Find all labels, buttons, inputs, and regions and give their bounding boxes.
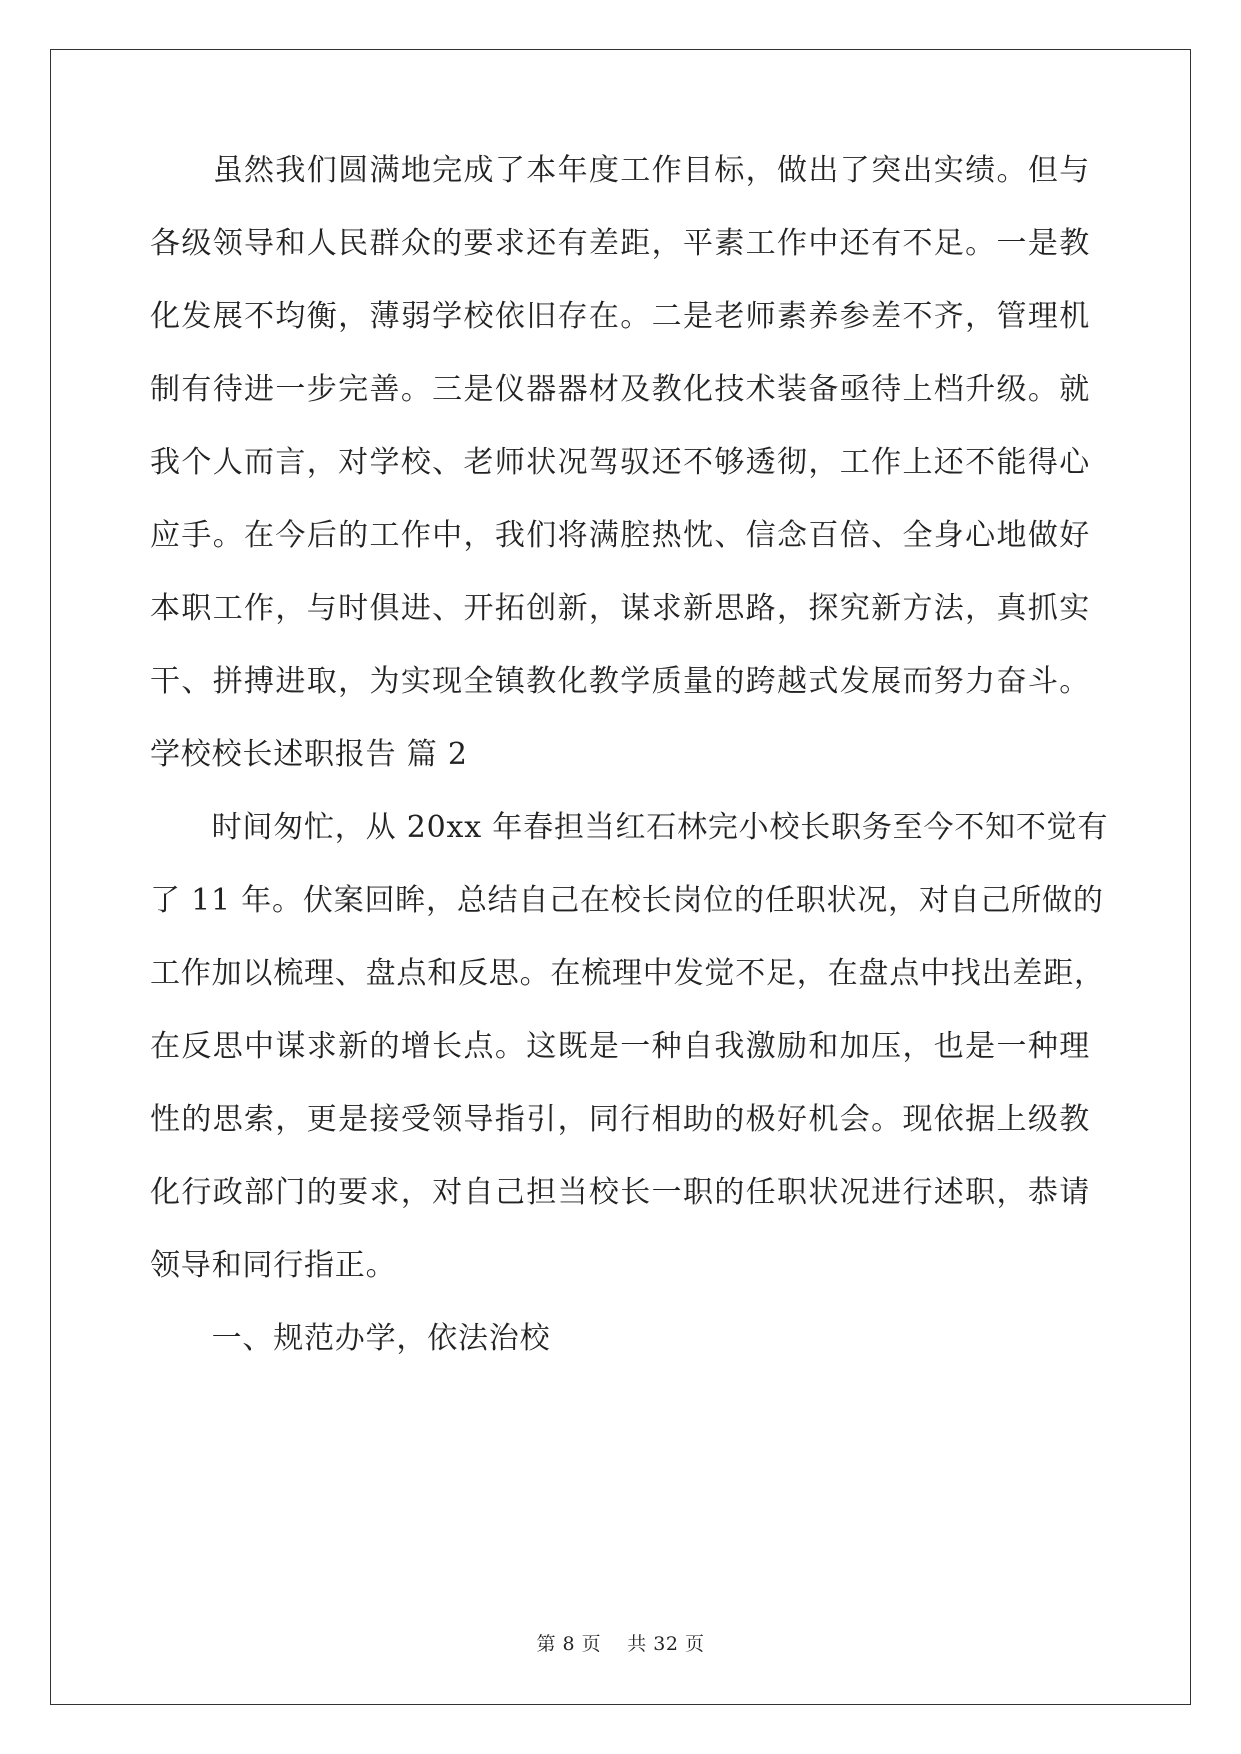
body-line: 了 11 年。伏案回眸，总结自己在校长岗位的任职状况，对自己所做的 [150, 883, 1104, 918]
body-line: 性的思索，更是接受领导指引，同行相助的极好机会。现依据上级教 [150, 1102, 1090, 1137]
body-line: 化发展不均衡，薄弱学校依旧存在。二是老师素养参差不齐，管理机 [150, 299, 1090, 334]
body-line: 各级领导和人民群众的要求还有差距，平素工作中还有不足。一是教 [150, 226, 1090, 261]
body-line: 本职工作，与时俱进、开拓创新，谋求新思路，探究新方法，真抓实 [150, 591, 1090, 626]
body-line: 虽然我们圆满地完成了本年度工作目标，做出了突出实绩。但与 [150, 153, 1090, 188]
body-line: 时间匆忙，从 20xx 年春担当红石林完小校长职务至今不知不觉有 [150, 810, 1109, 845]
page-number-footer: 第 8 页 共 32 页 [536, 1633, 705, 1655]
body-line: 在反思中谋求新的增长点。这既是一种自我激励和加压，也是一种理 [150, 1029, 1090, 1064]
body-line: 工作加以梳理、盘点和反思。在梳理中发觉不足，在盘点中找出差距， [150, 956, 1105, 991]
body-line: 化行政部门的要求，对自己担当校长一职的任职状况进行述职，恭请 [150, 1175, 1090, 1210]
section-heading: 学校校长述职报告 篇 2 [150, 737, 468, 772]
body-line: 制有待进一步完善。三是仪器器材及教化技术装备亟待上档升级。就 [150, 372, 1090, 407]
body-line: 应手。在今后的工作中，我们将满腔热忱、信念百倍、全身心地做好 [150, 518, 1090, 553]
body-line: 领导和同行指正。 [150, 1248, 397, 1283]
body-line: 我个人而言，对学校、老师状况驾驭还不够透彻，工作上还不能得心 [150, 445, 1090, 480]
subsection-heading: 一、规范办学，依法治校 [150, 1321, 551, 1356]
body-line: 干、拼搏进取，为实现全镇教化教学质量的跨越式发展而努力奋斗。 [150, 664, 1090, 699]
